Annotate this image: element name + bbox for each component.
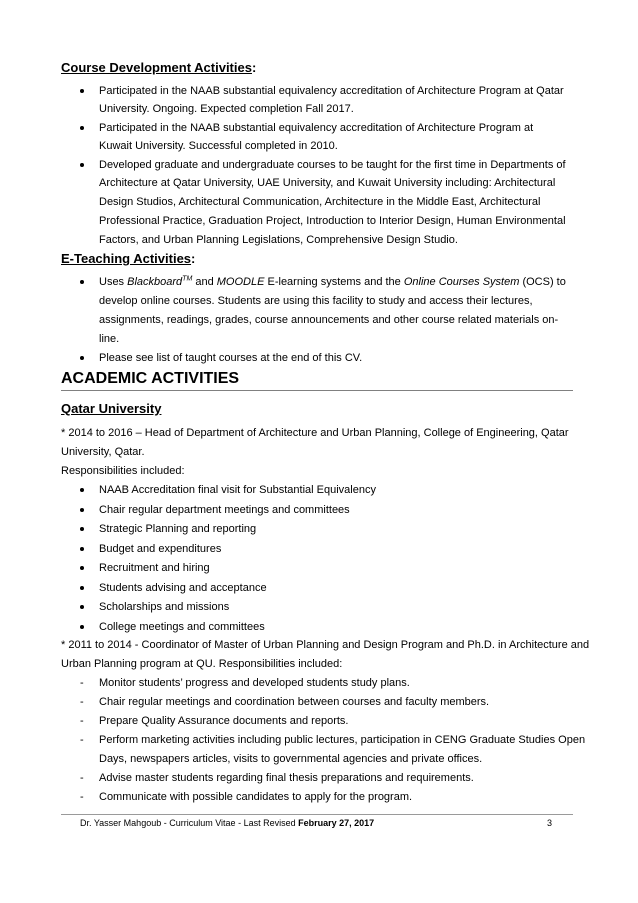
e-teaching-item-1-line-1: [99, 275, 566, 289]
course-dev-item-3-line-2: Architecture at Qatar University, UAE University, and Kuwait University including: Architectural: [99, 177, 556, 189]
responsibility-item: Scholarships and missions: [99, 601, 230, 613]
dash-marker: -: [80, 677, 84, 689]
role-2-line-2: Urban Planning program at QU. Responsibilities included:: [61, 658, 343, 670]
dash-marker: -: [80, 791, 84, 803]
responsibility-item: Chair regular department meetings and committees: [99, 504, 350, 516]
role-2-line-1: * 2011 to 2014 - Coordinator of Master of Urban Planning and Design Program and Ph.D. in Architecture and: [61, 639, 590, 651]
footer-divider: [61, 814, 573, 815]
bullet-icon: [80, 547, 84, 551]
academic-activities-heading: ACADEMIC ACTIVITIES: [61, 370, 573, 391]
dash-marker: -: [80, 772, 84, 784]
dash-marker: -: [80, 696, 84, 708]
course-development-heading: [61, 60, 256, 76]
course-dev-item-2-line-1: Participated in the NAAB substantial equivalency accreditation of Architecture Program at: [99, 122, 534, 134]
course-dev-item-3-line-4: Professional Practice, Graduation Project, Introduction to Interior Design, Human Environmental: [99, 215, 566, 227]
duty-item-continuation: Days, newspapers articles, visits to governmental agencies and private offices.: [99, 753, 483, 765]
responsibility-item: NAAB Accreditation final visit for Substantial Equivalency: [99, 484, 376, 496]
responsibility-item: Students advising and acceptance: [99, 582, 267, 594]
bullet-icon: [80, 625, 84, 629]
e-teaching-heading: [61, 251, 195, 267]
page-number: 3: [547, 818, 553, 828]
footer-date: February 27, 2017: [298, 818, 375, 828]
responsibility-item: Strategic Planning and reporting: [99, 523, 257, 535]
course-development-heading-text: Course Development Activities: [61, 60, 252, 75]
duty-item: Advise master students regarding final thesis preparations and requirements.: [99, 772, 474, 784]
bullet-icon: [80, 508, 84, 512]
duty-item: Monitor students’ progress and developed students study plans.: [99, 677, 410, 689]
text-uses: Uses: [99, 276, 128, 288]
text-end: (OCS) to: [519, 276, 566, 288]
responsibilities-label: Responsibilities included:: [61, 465, 185, 477]
bullet-icon: [80, 126, 84, 130]
heading-colon: :: [191, 251, 196, 266]
responsibility-item: Budget and expenditures: [99, 543, 222, 555]
role-1-line-2: University, Qatar.: [61, 446, 145, 458]
bullet-icon: [80, 280, 84, 284]
e-teaching-item-1-line-3: assignments, readings, grades, course announcements and other course related materials on-: [99, 314, 559, 326]
duty-item: Communicate with possible candidates to apply for the program.: [99, 791, 413, 803]
bullet-icon: [80, 586, 84, 590]
text-blackboard: Blackboard: [127, 276, 183, 288]
footer-text: [80, 817, 374, 829]
course-dev-item-3-line-5: Factors, and Urban Planning Legislations, Comprehensive Design Studio.: [99, 234, 458, 246]
bullet-icon: [80, 605, 84, 609]
heading-colon: :: [251, 60, 257, 75]
duty-item: Perform marketing activities including public lectures, participation in CENG Graduate Studies Open: [99, 734, 586, 746]
duty-item: Chair regular meetings and coordination between courses and faculty members.: [99, 696, 490, 708]
e-teaching-item-1-line-4: line.: [99, 333, 120, 345]
text-tm: TM: [182, 275, 193, 283]
e-teaching-item-2: Please see list of taught courses at the end of this CV.: [99, 352, 363, 364]
footer-label: Dr. Yasser Mahgoub - Curriculum Vitae - Last Revised: [80, 818, 299, 828]
responsibility-item: College meetings and committees: [99, 621, 265, 633]
course-dev-item-1-line-2: University. Ongoing. Expected completion Fall 2017.: [99, 103, 354, 115]
duty-item: Prepare Quality Assurance documents and reports.: [99, 715, 349, 727]
bullet-icon: [80, 488, 84, 492]
text-and: and: [192, 276, 217, 288]
course-dev-item-3-line-3: Design Studios, Architectural Communication, Architecture in the Middle East, Architectural: [99, 196, 541, 208]
text-mid: E-learning systems and the: [264, 276, 404, 288]
e-teaching-item-1-line-2: develop online courses. Students are using this facility to study and access their lectures,: [99, 295, 533, 307]
text-ocs: Online Courses System: [403, 276, 520, 288]
e-teaching-heading-text: E-Teaching Activities: [61, 251, 192, 266]
dash-marker: -: [80, 715, 84, 727]
bullet-icon: [80, 566, 84, 570]
bullet-icon: [80, 527, 84, 531]
dash-marker: -: [80, 734, 84, 746]
course-dev-item-1-line-1: Participated in the NAAB substantial equivalency accreditation of Architecture Program at Qatar: [99, 85, 564, 97]
bullet-icon: [80, 89, 84, 93]
bullet-icon: [80, 163, 84, 167]
bullet-icon: [80, 356, 84, 360]
text-moodle: MOODLE: [216, 276, 265, 288]
qatar-university-heading: Qatar University: [61, 401, 162, 416]
responsibility-item: Recruitment and hiring: [99, 562, 210, 574]
course-dev-item-2-line-2: Kuwait University. Successful completed in 2010.: [99, 140, 338, 152]
role-1-line-1: * 2014 to 2016 – Head of Department of Architecture and Urban Planning, College of Engineering, Qatar: [61, 427, 569, 439]
course-dev-item-3-line-1: Developed graduate and undergraduate courses to be taught for the first time in Departments of: [99, 159, 566, 171]
